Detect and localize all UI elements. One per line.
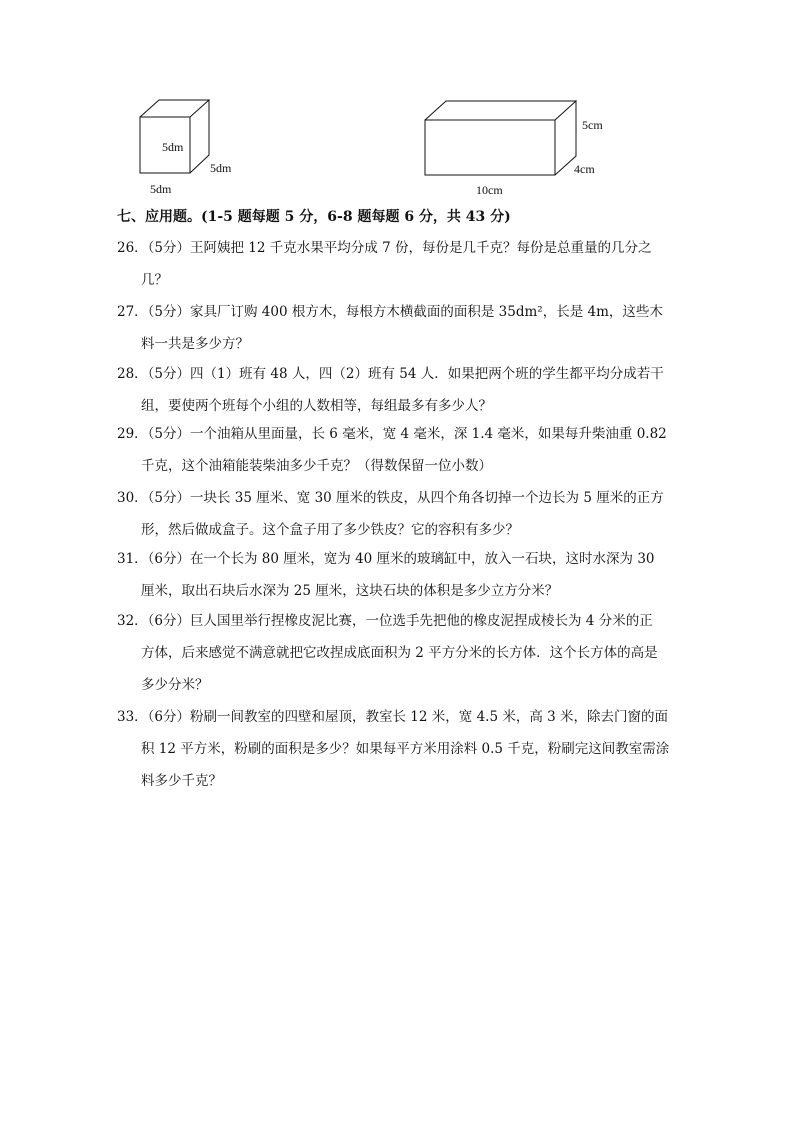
question-line: 形，然后做成盒子。这个盒子用了多少铁皮？它的容积有多少？ bbox=[141, 522, 519, 538]
cuboid-front-face bbox=[425, 120, 555, 175]
question-line: 组，要使两个班每个小组的人数相等，每组最多有多少人？ bbox=[141, 398, 492, 414]
cuboid-top-face bbox=[425, 101, 576, 120]
question-line: 27．（5分）家具厂订购 400 根方木，每根方木横截面的面积是 35dm²，长是 4m，这些木 bbox=[117, 304, 663, 320]
question-line: 28．（5分）四（1）班有 48 人，四（2）班有 54 人．如果把两个班的学生都平均分成若干 bbox=[117, 366, 664, 382]
question-line: 30．（5分）一块长 35 厘米、宽 30 厘米的铁皮，从四个角各切掉一个边长为 5 厘米的正方 bbox=[117, 490, 664, 506]
cube-side-face bbox=[190, 100, 209, 173]
question-33 bbox=[117, 701, 677, 797]
question-line: 几？ bbox=[141, 272, 168, 288]
question-line: 方体，后来感觉不满意就把它改捏成底面积为 2 平方分米的长方体．这个长方体的高是 bbox=[141, 645, 658, 661]
cuboid-height-label: 5cm bbox=[582, 118, 603, 132]
question-line: 29．（5分）一个油箱从里面量，长 6 毫米，宽 4 毫米，深 1.4 毫米，如果每升柴油重 0.82 bbox=[117, 426, 667, 442]
question-line: 26．（5分）王阿姨把 12 千克水果平均分成 7 份，每份是几千克？每份是总重量的几分之 bbox=[117, 240, 652, 256]
question-31 bbox=[117, 543, 677, 607]
question-line: 料多少千克？ bbox=[141, 773, 222, 789]
question-line: 积 12 平方米，粉刷的面积是多少？如果每平方米用涂料 0.5 千克，粉刷完这间教室需涂 bbox=[141, 741, 670, 757]
question-line: 多少分米？ bbox=[141, 677, 209, 693]
cube-figure bbox=[140, 100, 209, 173]
question-line: 千克，这个油箱能装柴油多少千克？（得数保留一位小数） bbox=[141, 458, 492, 474]
cuboid-length-label: 10cm bbox=[476, 183, 503, 197]
question-line: 31．（6分）在一个长为 80 厘米，宽为 40 厘米的玻璃缸中，放入一石块，这时水深为 30 bbox=[117, 551, 655, 567]
question-line: 33．（6分）粉刷一间教室的四壁和屋顶，教室长 12 米，宽 4.5 米，高 3 米，除去门窗的面 bbox=[117, 709, 669, 725]
cube-front-label: 5dm bbox=[162, 140, 184, 154]
question-27 bbox=[117, 296, 677, 360]
question-line: 料一共是多少方？ bbox=[141, 336, 249, 352]
cube-bottom-label: 5dm bbox=[150, 182, 172, 196]
question-line: 32．（6分）巨人国里举行捏橡皮泥比赛，一位选手先把他的橡皮泥捏成棱长为 4 分米的正 bbox=[117, 613, 653, 629]
cuboid-side-face bbox=[555, 101, 576, 175]
cube-top-face bbox=[140, 100, 209, 117]
question-line: 厘米，取出石块后水深为 25 厘米，这块石块的体积是多少立方分米？ bbox=[141, 583, 559, 599]
cuboid-figure bbox=[425, 101, 576, 175]
figure-strip bbox=[136, 95, 609, 201]
question-32 bbox=[117, 605, 677, 701]
section-title: 七、应用题。(1-5 题每题 5 分，6-8 题每题 6 分，共 43 分) bbox=[117, 209, 511, 225]
question-29 bbox=[117, 418, 677, 482]
question-30 bbox=[117, 482, 677, 546]
geometry-figures bbox=[136, 95, 609, 201]
question-28 bbox=[117, 358, 677, 422]
question-26 bbox=[117, 232, 677, 296]
cuboid-depth-label: 4cm bbox=[574, 162, 595, 176]
cube-side-label: 5dm bbox=[210, 161, 232, 175]
